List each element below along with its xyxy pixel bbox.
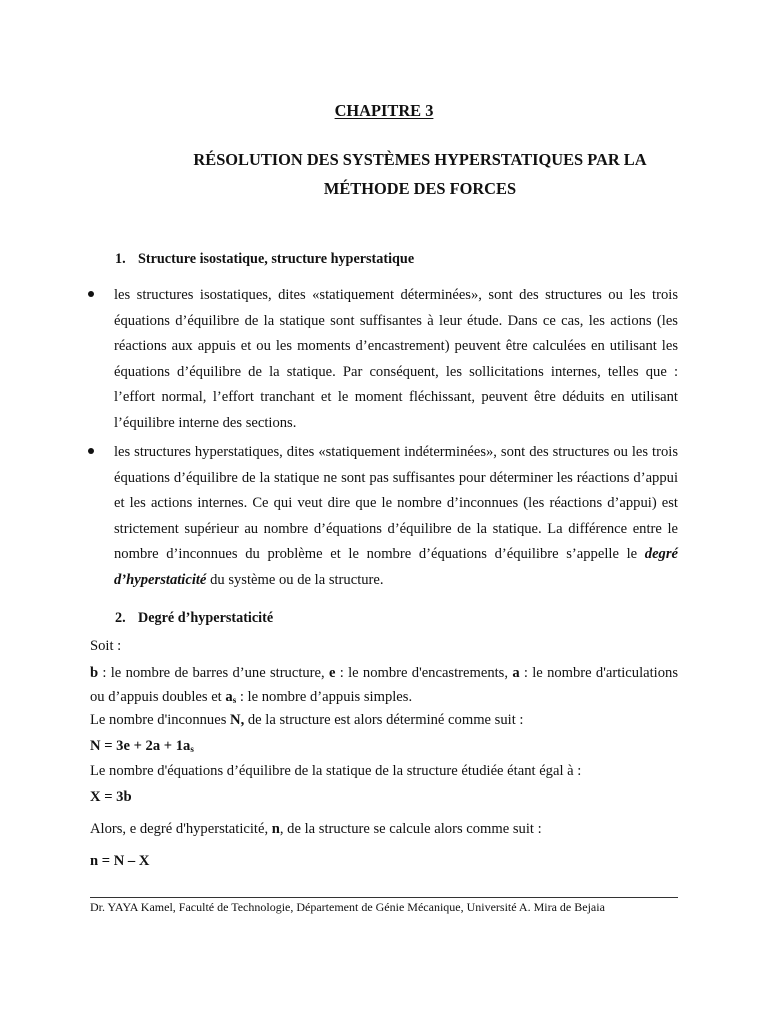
definition-as: : le nombre d’appuis simples. xyxy=(236,689,413,705)
symbol-as-subscript: s xyxy=(232,695,237,705)
definitions-paragraph xyxy=(90,661,678,712)
symbol-N: N, xyxy=(230,712,245,728)
section-2-heading xyxy=(115,610,273,627)
chapter-label: CHAPITRE 3 xyxy=(334,101,434,120)
symbol-as xyxy=(225,689,236,705)
footer-divider xyxy=(90,897,678,898)
section-2-number: 2. xyxy=(115,610,126,626)
formula-N-subscript: s xyxy=(190,744,194,754)
bullet-hyperstatic-text-end: du système ou de la structure. xyxy=(206,571,384,588)
formula-X: X = 3b xyxy=(90,789,132,805)
unknowns-text-start: Le nombre d'inconnues xyxy=(90,712,231,728)
section-1-heading xyxy=(115,251,414,268)
symbol-a: a xyxy=(512,665,520,681)
definition-e: : le nombre d'encastrements, xyxy=(335,665,513,681)
chapter-title: RÉSOLUTION DES SYSTÈMES HYPERSTATIQUES PAR LA MÉTHODE DES FORCES xyxy=(193,150,647,198)
degree-text-start: Alors, e degré d'hyperstaticité, xyxy=(90,821,272,837)
formula-n: n = N – X xyxy=(90,853,150,869)
bullet-dot-icon xyxy=(88,291,94,297)
definition-b: : le nombre de barres d’une structure, xyxy=(98,665,329,681)
bullet-isostatic-text: les structures isostatiques, dites «statiquement déterminées», sont des structures ou les trois équations d’équilibre de la statique sont suffisantes à leur étude. Dans ce cas, les actions (les réactions aux appuis et ou les moments d’encastrement) peuvent être calculées en utilisant les équations d’équilibre de la statique. Par conséquent, les sollicitations internes, telles que : l’effort normal, l’effort tranchant et le moment fléchissant, peuvent être déduits en utilisant l’équilibre interne des sections. xyxy=(114,287,678,431)
degree-term: degré d’hyperstaticité xyxy=(114,546,678,588)
symbol-as-letter: a xyxy=(225,689,233,705)
formula-N-text: N = 3e + 2a + 1a xyxy=(90,738,191,754)
page-footer: Dr. YAYA Kamel, Faculté de Technologie, Département de Génie Mécanique, Université A. Mira de Bejaia xyxy=(90,900,605,914)
equations-line: Le nombre d'équations d’équilibre de la statique de la structure étudiée étant égal à : xyxy=(90,763,582,779)
bullet-hyperstatic-text xyxy=(114,440,678,594)
degree-text-end: , de la structure se calcule alors comme suit : xyxy=(279,821,542,837)
degree-line xyxy=(90,821,678,838)
bullet-hyperstatic-text-start: les structures hyperstatiques, dites «statiquement indéterminées», sont des structures ou les trois équations d’équilibre de la statique ne sont pas suffisantes pour déterminer les réactions d’appui et les actions internes. Ce qui veut dire que le nombre d’inconnues (les réactions d’appui) est strictement supérieur au nombre d’équations d’équilibre de la statique. La différence entre le nombre d’inconnues du problème et le nombre d’équations d’équilibre s’appelle le xyxy=(114,444,678,563)
unknowns-text-end: de la structure est alors déterminé comme suit : xyxy=(244,712,524,728)
unknowns-line xyxy=(90,712,678,729)
bullet-dot-icon xyxy=(88,448,94,454)
definition-a: : le nombre d'articulations ou d’appuis doubles et xyxy=(90,665,678,705)
symbol-n: n xyxy=(271,821,280,837)
section-1-title: Structure isostatique, structure hyperstatique xyxy=(138,251,415,267)
formula-N xyxy=(90,738,678,755)
symbol-b: b xyxy=(90,665,99,681)
section-1-number: 1. xyxy=(115,251,126,267)
soit-line: Soit : xyxy=(90,638,122,654)
symbol-e: e xyxy=(328,665,336,681)
section-2-title: Degré d’hyperstaticité xyxy=(138,610,274,626)
